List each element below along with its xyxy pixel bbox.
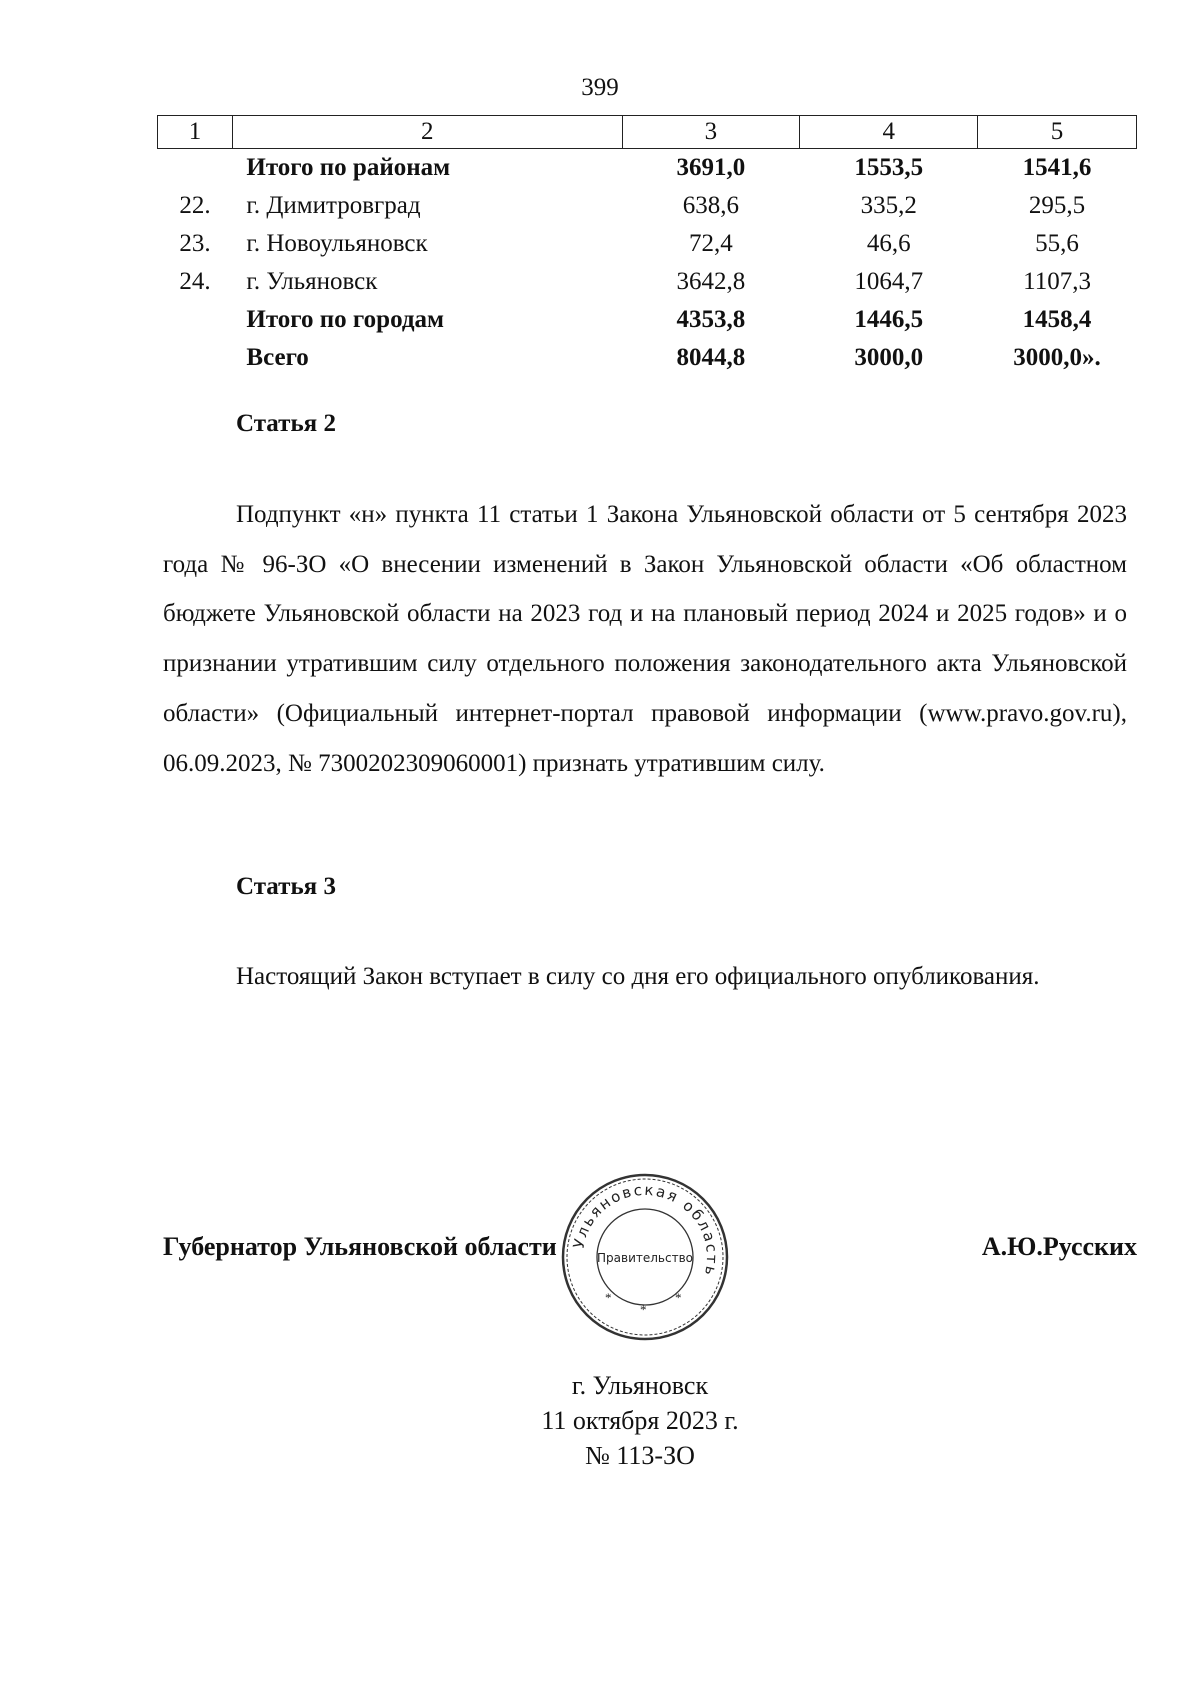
value-cell-col4: 1446,5	[854, 306, 924, 333]
footer-law-number: № 113-ЗО	[585, 1441, 695, 1470]
row-name-cell: г. Новоульяновск	[246, 230, 428, 257]
row-name-cell: Итого по городам	[246, 306, 445, 333]
row-number-cell: 23.	[179, 230, 211, 257]
value-cell-col5: 55,6	[1035, 230, 1079, 257]
row-name-cell: Итого по районам	[246, 154, 451, 181]
row-name-cell: Всего	[246, 344, 309, 371]
table-row	[158, 225, 1137, 263]
value-cell-col5: 3000,0».	[1013, 344, 1101, 371]
table-row	[158, 149, 1137, 188]
value-cell-col5: 1107,3	[1023, 268, 1091, 295]
table-body	[158, 149, 1137, 378]
row-number-cell: 24.	[179, 268, 211, 295]
value-cell-col3: 3691,0	[676, 154, 746, 181]
official-seal	[560, 1172, 730, 1342]
budget-table	[157, 115, 1137, 377]
value-cell-col4: 46,6	[866, 230, 911, 257]
table-row	[158, 301, 1137, 339]
table-row	[158, 263, 1137, 301]
seal-center-text: Правительство	[597, 1251, 693, 1265]
signatory-title: Губернатор Ульяновской области	[163, 1232, 557, 1261]
table-row	[158, 339, 1137, 377]
row-name-cell: г. Димитровград	[246, 192, 421, 219]
value-cell-col4: 3000,0	[854, 344, 924, 371]
value-cell-col3: 8044,8	[676, 344, 746, 371]
row-number-cell	[158, 339, 233, 377]
page-number: 399	[581, 74, 619, 101]
seal-ring-text: Ульяновская область	[569, 1180, 722, 1279]
table-header-row	[158, 116, 1137, 149]
row-number-cell	[158, 149, 233, 188]
value-cell-col4: 1064,7	[854, 268, 924, 295]
value-cell-col5: 1541,6	[1022, 154, 1092, 181]
seal-star-icon: *	[640, 1302, 647, 1317]
column-header: 3	[622, 116, 800, 149]
value-cell-col4: 335,2	[860, 192, 917, 219]
signatory-name: А.Ю.Русских	[981, 1232, 1137, 1261]
seal-star-icon: *	[605, 1290, 612, 1305]
value-cell-col3: 72,4	[689, 230, 733, 257]
value-cell-col5: 295,5	[1028, 192, 1086, 219]
value-cell-col3: 4353,8	[676, 306, 746, 333]
row-number-cell	[158, 301, 233, 339]
document-footer	[0, 1368, 1200, 1473]
value-cell-col3: 3642,8	[676, 268, 746, 295]
article-3-title: Статья 3	[236, 873, 336, 900]
row-number-cell: 22.	[179, 192, 211, 219]
article-3-text: Настоящий Закон вступает в силу со дня его официального опубликования.	[236, 963, 1040, 990]
footer-city: г. Ульяновск	[571, 1371, 709, 1400]
column-header: 2	[232, 116, 622, 149]
article-2-title: Статья 2	[236, 410, 336, 437]
value-cell-col5: 1458,4	[1022, 306, 1092, 333]
article-2-text: Подпункт «н» пункта 11 статьи 1 Закона Ульяновской области от 5 сентября 2023 года № 96-ЗО «О внесении изменений в Закон Ульяновской области «Об областном бюджете Ульяновской области на 2023 год и на плановый период 2024 и 2025 годов» и о признании утратившим силу отдельного положения законодательного акта Ульяновской области» (Официальный интернет-портал правовой информации (www.pravo.gov.ru), 06.09.2023, № 7300202309060001) признать утратившим силу.	[163, 501, 1127, 777]
footer-date: 11 октября 2023 г.	[541, 1406, 739, 1435]
value-cell-col4: 1553,5	[854, 154, 924, 181]
row-name-cell: г. Ульяновск	[246, 268, 378, 295]
column-header: 1	[158, 116, 233, 149]
table-row	[158, 187, 1137, 225]
seal-star-icon: *	[675, 1290, 682, 1305]
column-header: 5	[978, 116, 1137, 149]
value-cell-col3: 638,6	[682, 192, 740, 219]
column-header: 4	[800, 116, 978, 149]
